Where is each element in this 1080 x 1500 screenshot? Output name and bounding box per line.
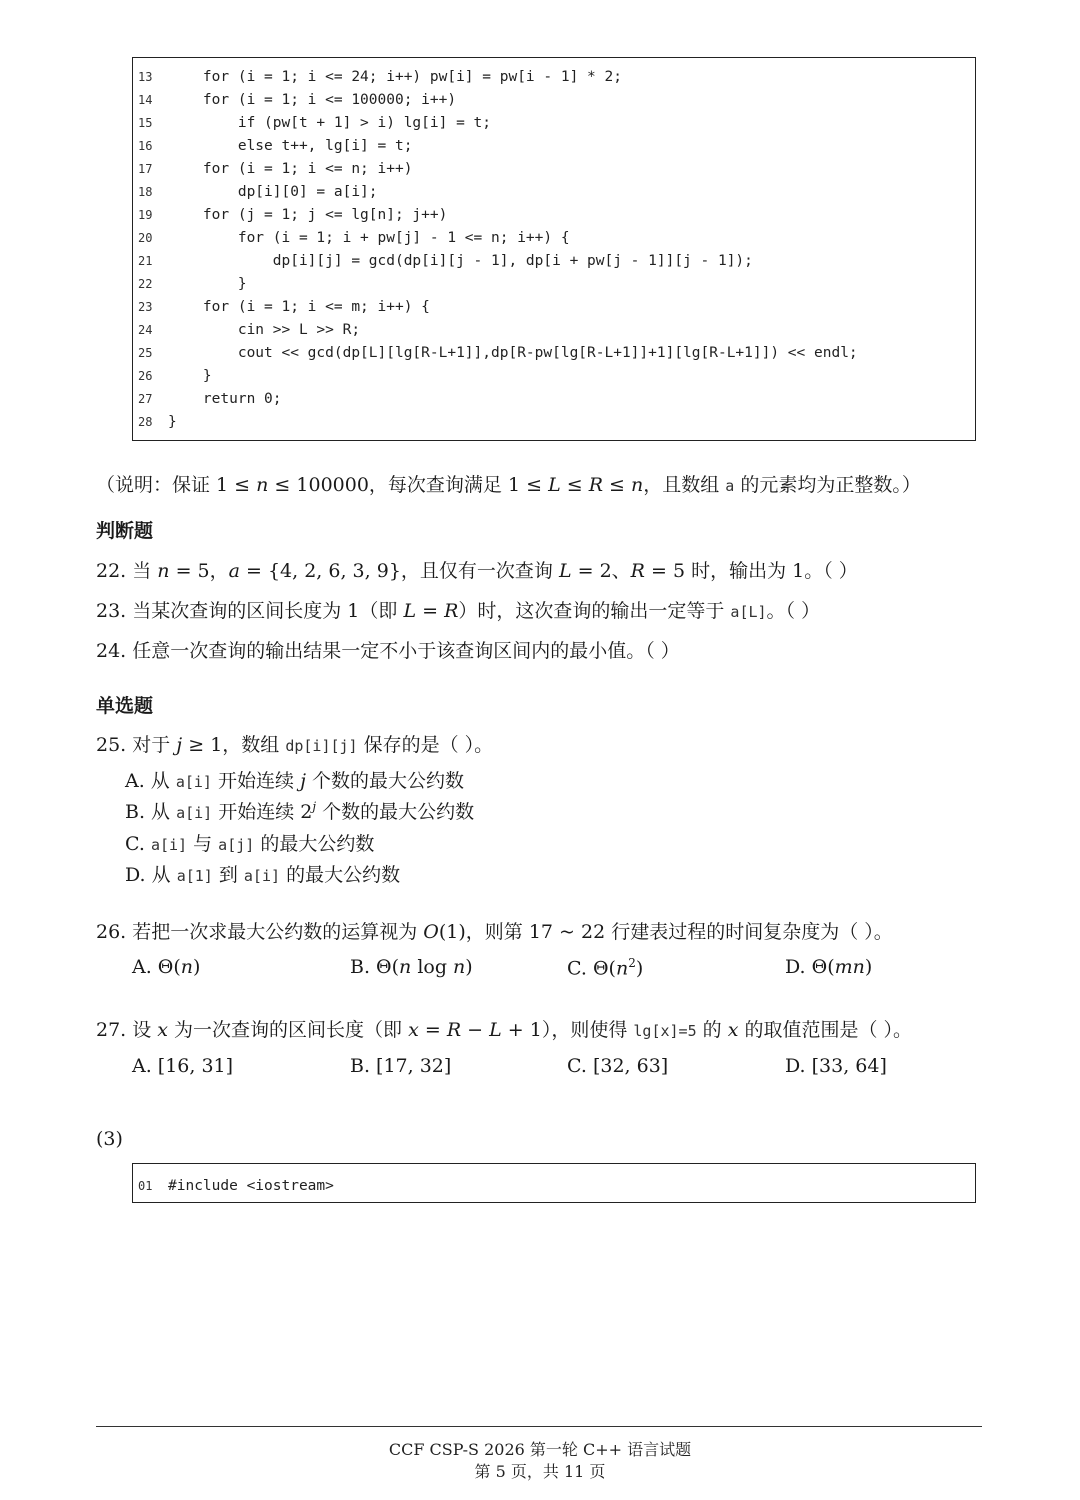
code-text: for (i = 1; i <= m; i++) { bbox=[168, 299, 430, 315]
code-text: dp[i][0] = a[i]; bbox=[168, 184, 378, 200]
code-line bbox=[133, 204, 975, 227]
code-text: else t++, lg[i] = t; bbox=[168, 138, 413, 154]
q25-option-b: B. 从 a[i] 开始连续 2$^j$ 个数的最大公约数 bbox=[125, 799, 475, 823]
q25-option-d: D. 从 a[1] 到 a[i] 的最大公约数 bbox=[125, 864, 401, 886]
code-line bbox=[133, 342, 975, 365]
judge-heading: 判断题 bbox=[96, 520, 154, 542]
question-23: 23. 当某次查询的区间长度为 1（即 L = R）时，这次查询的输出一定等于 a[L]。（ ） bbox=[96, 600, 821, 622]
code-line bbox=[133, 227, 975, 250]
code-line bbox=[133, 135, 975, 158]
code-text: for (i = 1; i <= n; i++) bbox=[168, 161, 413, 177]
code-line bbox=[133, 296, 975, 319]
question-27: 27. 设 x 为一次查询的区间长度（即 x = R − L + 1），则使得 lg[x]=5 的 x 的取值范围是（ ）。 bbox=[96, 1019, 913, 1041]
q26-option-d: D. Θ(mn) bbox=[785, 956, 873, 978]
code-line bbox=[133, 273, 975, 296]
code-block-2 bbox=[132, 1163, 976, 1203]
code-block-1 bbox=[132, 57, 976, 441]
code-line bbox=[133, 112, 975, 135]
line-number: 16 bbox=[138, 139, 153, 153]
q26-option-b: B. Θ(n log n) bbox=[350, 956, 473, 978]
question-24: 24. 任意一次查询的输出结果一定不小于该查询区间内的最小值。（ ） bbox=[96, 640, 680, 662]
code-line bbox=[133, 319, 975, 342]
code-text: cout << gcd(dp[L][lg[R-L+1]],dp[R-pw[lg[R-L+1]]+1][lg[R-L+1]]) << endl; bbox=[168, 345, 858, 361]
line-number: 01 bbox=[138, 1179, 153, 1193]
line-number: 26 bbox=[138, 369, 153, 383]
code-text: for (i = 1; i <= 100000; i++) bbox=[168, 92, 457, 108]
code-text: for (i = 1; i <= 24; i++) pw[i] = pw[i - 1] * 2; bbox=[168, 69, 622, 85]
line-number: 15 bbox=[138, 116, 153, 130]
line-number: 27 bbox=[138, 392, 153, 406]
code-text: return 0; bbox=[168, 391, 282, 407]
q27-option-d: D. [33, 64] bbox=[785, 1055, 887, 1077]
footer-page-number: 第 5 页，共 11 页 bbox=[474, 1462, 606, 1481]
q25-option-c: C. a[i] 与 a[j] 的最大公约数 bbox=[125, 833, 375, 855]
code-text: for (j = 1; j <= lg[n]; j++) bbox=[168, 207, 448, 223]
code-line bbox=[133, 89, 975, 112]
code-line bbox=[133, 66, 975, 89]
question-26: 26. 若把一次求最大公约数的运算视为 O(1)，则第 17 ~ 22 行建表过程的时间复杂度为（ ）。 bbox=[96, 921, 893, 943]
code-line bbox=[133, 411, 975, 434]
question-25: 25. 对于 j ≥ 1，数组 dp[i][j] 保存的是（ ）。 bbox=[96, 734, 494, 756]
code-line bbox=[133, 388, 975, 411]
line-number: 23 bbox=[138, 300, 153, 314]
single-choice-heading: 单选题 bbox=[96, 695, 154, 717]
code-text: } bbox=[168, 276, 247, 292]
line-number: 20 bbox=[138, 231, 153, 245]
line-number: 25 bbox=[138, 346, 153, 360]
q25-option-a: A. 从 a[i] 开始连续 j 个数的最大公约数 bbox=[125, 770, 465, 792]
q27-option-b: B. [17, 32] bbox=[350, 1055, 452, 1077]
code-text: #include <iostream> bbox=[168, 1178, 334, 1194]
code-line bbox=[133, 1175, 975, 1198]
code-text: cin >> L >> R; bbox=[168, 322, 361, 338]
code-line bbox=[133, 181, 975, 204]
note-text: （说明：保证 1 ≤ n ≤ 100000，每次查询满足 1 ≤ L ≤ R ≤ n，且数组 a 的元素均为正整数。） bbox=[96, 474, 921, 496]
line-number: 24 bbox=[138, 323, 153, 337]
q27-option-c: C. [32, 63] bbox=[567, 1055, 669, 1077]
code-line bbox=[133, 365, 975, 388]
code-text: dp[i][j] = gcd(dp[i][j - 1], dp[i + pw[j - 1]][j - 1]); bbox=[168, 253, 753, 269]
footer-divider bbox=[96, 1426, 982, 1427]
line-number: 18 bbox=[138, 185, 153, 199]
line-number: 22 bbox=[138, 277, 153, 291]
section-3-label: (3) bbox=[96, 1128, 123, 1150]
code-text: if (pw[t + 1] > i) lg[i] = t; bbox=[168, 115, 492, 131]
question-22: 22. 当 n = 5，a = {4, 2, 6, 3, 9}，且仅有一次查询 L = 2、R = 5 时，输出为 1。（ ） bbox=[96, 560, 858, 582]
line-number: 28 bbox=[138, 415, 153, 429]
code-text: } bbox=[168, 414, 177, 430]
line-number: 19 bbox=[138, 208, 153, 222]
code-line bbox=[133, 250, 975, 273]
code-line bbox=[133, 158, 975, 181]
code-text: } bbox=[168, 368, 212, 384]
q26-option-a: A. Θ(n) bbox=[132, 956, 201, 978]
line-number: 13 bbox=[138, 70, 153, 84]
code-text: for (i = 1; i + pw[j] - 1 <= n; i++) { bbox=[168, 230, 570, 246]
line-number: 14 bbox=[138, 93, 153, 107]
line-number: 21 bbox=[138, 254, 153, 268]
q27-option-a: A. [16, 31] bbox=[132, 1055, 234, 1077]
footer-title: CCF CSP-S 2026 第一轮 C++ 语言试题 bbox=[388, 1440, 692, 1459]
line-number: 17 bbox=[138, 162, 153, 176]
q26-option-c: C. $\Theta(n^2)$ bbox=[567, 956, 644, 980]
